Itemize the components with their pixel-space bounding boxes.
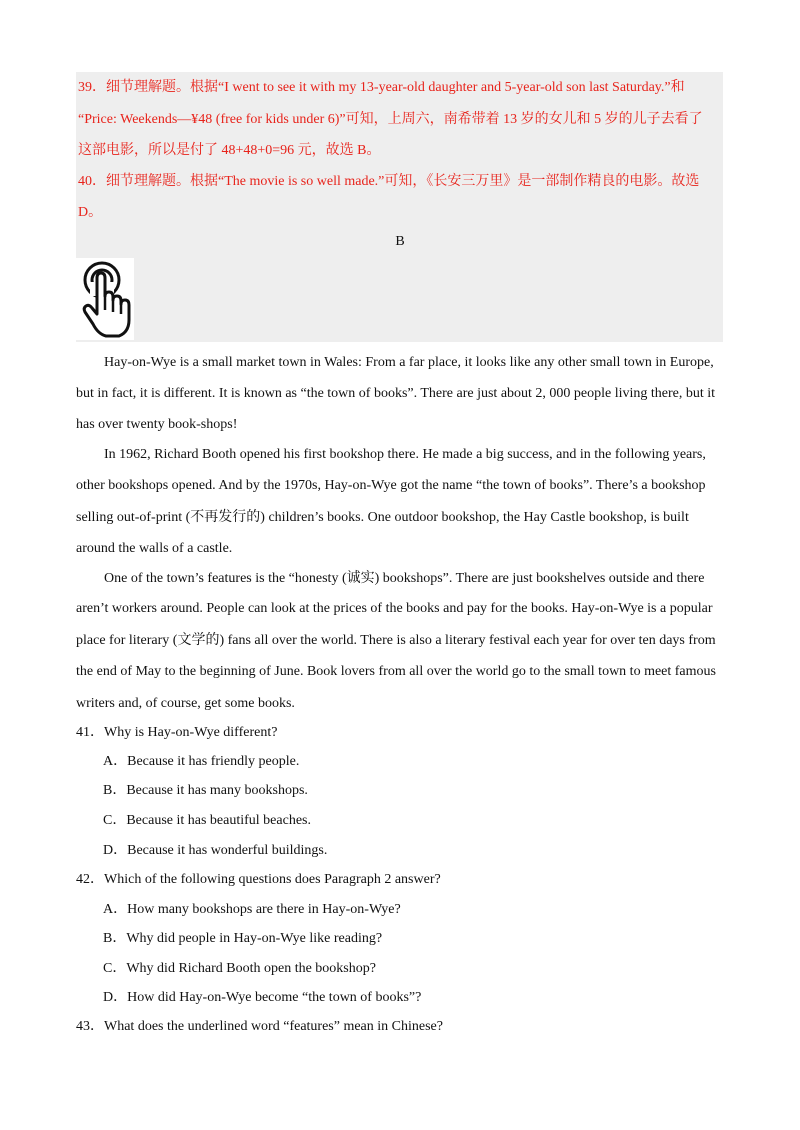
question-41: 41．Why is Hay-on-Wye different? — [76, 725, 278, 740]
answer-39-line-1: 39．细节理解题。根据“I went to see it with my 13-year-old daughter and 5-year-old son last Saturday.”和 — [78, 80, 685, 95]
answer-40-line-2: D。 — [78, 205, 103, 220]
section-letter: B — [395, 234, 405, 249]
passage-line: other bookshops opened. And by the 1970s, Hay-on-Wye got the name “the town of books”. There’s a bookshop — [76, 478, 706, 493]
answer-39-line-2: “Price: Weekends—¥48 (free for kids under 6)”可知，上周六，南希带着 13 岁的女儿和 5 岁的儿子去看了 — [78, 112, 703, 127]
pointing-hand-click-icon — [76, 258, 134, 340]
passage-line: the end of May to the beginning of June. Book lovers from all over the world go to the small town to meet famous — [76, 664, 716, 679]
answer-40-line-1: 40．细节理解题。根据“The movie is so well made.”可知，《长安三万里》是一部制作精良的电影。故选 — [78, 174, 700, 189]
answer-39-line-3: 这部电影，所以是付了 48+48+0=96 元，故选 B。 — [78, 143, 381, 158]
passage-line: but in fact, it is different. It is known as “the town of books”. There are just about 2, 000 people living there, but it — [76, 386, 716, 401]
question-42: 42．Which of the following questions does Paragraph 2 answer? — [76, 872, 441, 887]
option-42-d[interactable]: D．How did Hay-on-Wye become “the town of books”? — [103, 990, 422, 1005]
passage-line: selling out-of-print (不再发行的) children’s books. One outdoor bookshop, the Hay Castle bookshop, is built — [76, 510, 689, 525]
passage-line: writers and, of course, get some books. — [76, 696, 295, 711]
option-42-b[interactable]: B．Why did people in Hay-on-Wye like reading? — [103, 931, 383, 946]
option-41-a[interactable]: A．Because it has friendly people. — [103, 754, 300, 769]
passage-line: place for literary (文学的) fans all over the world. There is also a literary festival each year for over ten days from — [76, 633, 716, 648]
passage-line: has over twenty book-shops! — [76, 417, 238, 432]
option-41-d[interactable]: D．Because it has wonderful buildings. — [103, 843, 328, 858]
option-41-b[interactable]: B．Because it has many bookshops. — [103, 783, 308, 798]
option-42-a[interactable]: A．How many bookshops are there in Hay-on-Wye? — [103, 902, 401, 917]
passage-line: Hay-on-Wye is a small market town in Wales: From a far place, it looks like any other small town in Europe, — [104, 355, 714, 370]
passage-line: In 1962, Richard Booth opened his first bookshop there. He made a big success, and in the following years, — [104, 447, 706, 462]
question-43: 43．What does the underlined word “features” mean in Chinese? — [76, 1019, 443, 1034]
passage-line: aren’t workers around. People can look at the prices of the books and pay for the books. Hay-on-Wye is a popular — [76, 601, 713, 616]
passage-line: around the walls of a castle. — [76, 541, 233, 556]
passage-line: One of the town’s features is the “honesty (诚实) bookshops”. There are just bookshelves outside and there — [104, 571, 705, 586]
option-42-c[interactable]: C．Why did Richard Booth open the bookshop? — [103, 961, 376, 976]
option-41-c[interactable]: C．Because it has beautiful beaches. — [103, 813, 311, 828]
